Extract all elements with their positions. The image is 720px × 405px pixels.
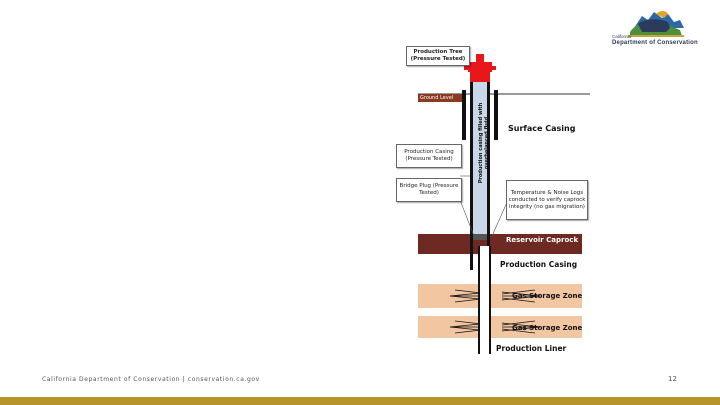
- surface-casing-left: [462, 90, 466, 140]
- production-casing-label: Production Casing: [500, 260, 578, 269]
- bottom-accent-bar: [0, 397, 720, 405]
- production-liner-label: Production Liner: [496, 344, 567, 353]
- production-tree-label: Production Tree (Pressure Tested): [406, 46, 470, 66]
- ground-level-label: Ground Level: [418, 94, 462, 102]
- production-liner-right: [489, 246, 491, 354]
- bridge-plug: [473, 234, 487, 240]
- tree-top: [476, 54, 484, 62]
- surface-casing-label: Surface Casing: [508, 124, 576, 133]
- production-liner-left: [478, 246, 480, 354]
- footer-text: California Department of Conservation | conservation.ca.gov: [42, 376, 260, 383]
- surface-casing-right: [494, 90, 498, 140]
- logo-main-text: Department of Conservation: [612, 40, 698, 46]
- gas-storage-zone-2-label: Gas Storage Zone: [512, 324, 583, 332]
- gas-storage-zone-1-label: Gas Storage Zone: [512, 292, 583, 300]
- reservoir-caprock-label: Reservoir Caprock: [506, 236, 579, 244]
- production-casing-box: Production Casing (Pressure Tested): [396, 144, 462, 168]
- well-diagram: [390, 40, 590, 360]
- logo-small-text: California: [612, 34, 632, 39]
- bridge-plug-box: Bridge Plug (Pressure Tested): [396, 178, 462, 202]
- temperature-logs-box: Temperature & Noise Logs conducted to verify caprock integrity (no gas migration): [506, 180, 588, 220]
- page-number: 12: [668, 375, 677, 383]
- department-logo: [608, 6, 698, 52]
- production-casing-left: [470, 70, 473, 270]
- fluid-vertical-label: Production casing filled with overbalanced fluid: [478, 102, 490, 184]
